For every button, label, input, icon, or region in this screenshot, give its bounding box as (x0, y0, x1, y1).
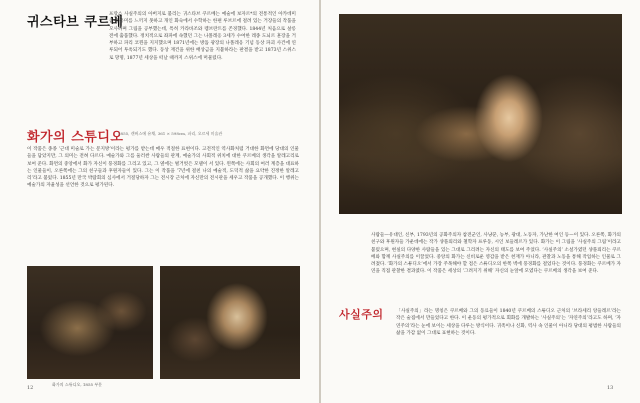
artwork-metadata: 1855, 캔버스에 유채, 361 × 598cm, 파리, 오르세 미술관 (118, 131, 223, 136)
painting-detail-right (160, 266, 300, 379)
right-page (321, 0, 640, 403)
section-heading: 화가의 스튜디오 (27, 130, 124, 145)
page-number-right: 13 (607, 385, 614, 391)
painting-detail-left (27, 266, 153, 379)
artist-heading: 귀스타브 쿠르베 (27, 15, 124, 30)
section-body-text: 이 작품은 종종 ‘근대 미술로 가는 문지방’이라는 평가를 받는데 매우 적절한 표현이다. 고전적인 역사화처럼 거대한 화면에 당대의 인물들을 담았지만, 그 의미는 전혀 다르다. 예술가와 그를 둘러싼 사람들의 관계, 예술가의 사회적 위치에 대한 쿠르베의 생각을 알레고리로 보여 준다. 화면의 중앙에서 화가 자신이 풍경화를 그리고 있고, 그 옆에는 벌거벗은 모델이 서 있다. 왼쪽에는 사회의 여러 계층을 대표하는 인물들이, 오른쪽에는 그의 친구들과 후원자들이 있다. 그는 이 작품을 ‘7년에 걸친 나의 예술적, 도덕적 삶을 요약한 진정한 알레고리’라고 불렀다. 1855년 만국 박람회의 심사에서 거절당하자 그는 전시장 근처에 자신만의 전시관을 세우고 작품을 공개했다. 이 행위는 예술가의 자율성을 선언한 것으로 평가된다. (27, 147, 299, 189)
left-page (0, 0, 319, 403)
image-caption: 화가의 스튜디오, 1855 부분 (52, 382, 103, 387)
page-number-left: 12 (27, 385, 34, 391)
sidebar-heading: 사실주의 (339, 308, 384, 321)
sidebar-body-text: 「사실주의」라는 명칭은 쿠르베와 그의 동료들이 1840년 쿠르베의 스튜디오 근처의 ‘브라세리 앙들레르’라는 작은 술집에서 만들었다고 한다. 이 운동의 평가적으로 회화를 개발하는 ‘사실주의’는 ‘자연주의’라고도 하며, ‘자연주의’라는 눈에 보이는 세상을 다루는 방식이다. 귀족이나 신화, 역사 속 인물이 아니라 당대의 평범한 사람들의 삶을 가감 없이 그대로 표현하는 것이다. (396, 309, 621, 336)
right-body-text: 사람들—유대인, 신부, 1793년의 공화주의자 참전군인, 사냥꾼, 농부, 광대, 노동자, 가난한 여인 등—이 있다. 오른쪽, 화가의 친구와 후원자들 가운데에는 작가 샹플뢰리와 철학자 프루동, 시인 보들레르가 있다. 화가는 이 그림을 ‘사실주의 그림’이라고 불렀으며, 현실의 다양한 사람들을 있는 그대로 그리려는 자신의 태도를 보여 주었다. ‘사실주의’ 소설가였던 샹플뢰리는 쿠르베와 함께 사실주의를 이끌었다. 중앙의 화가는 신비로운 영감을 받은 천재가 아니라, 관찰과 노동을 통해 작업하는 인물로 그려졌다. ‘화가의 스튜디오’에서 가장 주목해야 할 점은 스튜디오의 한쪽 벽에 풍경화를 걸었다는 것이다. 풍경화는 쿠르베가 자연을 직접 관찰한 결과였다. 이 작품은 세상의 ‘그려지기 위해’ 자신의 눈앞에 모였다는 쿠르베의 생각을 보여 준다. (371, 233, 621, 275)
main-painting (339, 14, 622, 214)
artist-intro-text: 프랑스 사실주의의 아버지로 불리는 귀스타브 쿠르베는 예술에 보자르*의 전통적인 아카데미즘에 흥미를 느끼지 못하고 개인 화숙에서 수학하는 한편 루브르에 걸려 있는 거장들의 작품을 모사하며 그림을 공부했는데, 특히 카라바조와 렘브란트를 존경했다. 1844년 처음으로 살롱전에 출품했다. 정치적으로 좌파에 속했던 그는 나폴레옹 3세가 수여한 레종 도뇌르 훈장을 거부하고 파리 코뮌을 지지했으며 1871년에는 방돔 광장의 나폴레옹 기념 동상 파괴 사건에 연루되어 투옥되기도 했다. 동상 재건을 위한 배상금을 지불하라는 판결을 받고 1873년 스위스로 망명, 1877년 세상을 떠날 때까지 스위스에 머물렀다. (109, 12, 296, 61)
